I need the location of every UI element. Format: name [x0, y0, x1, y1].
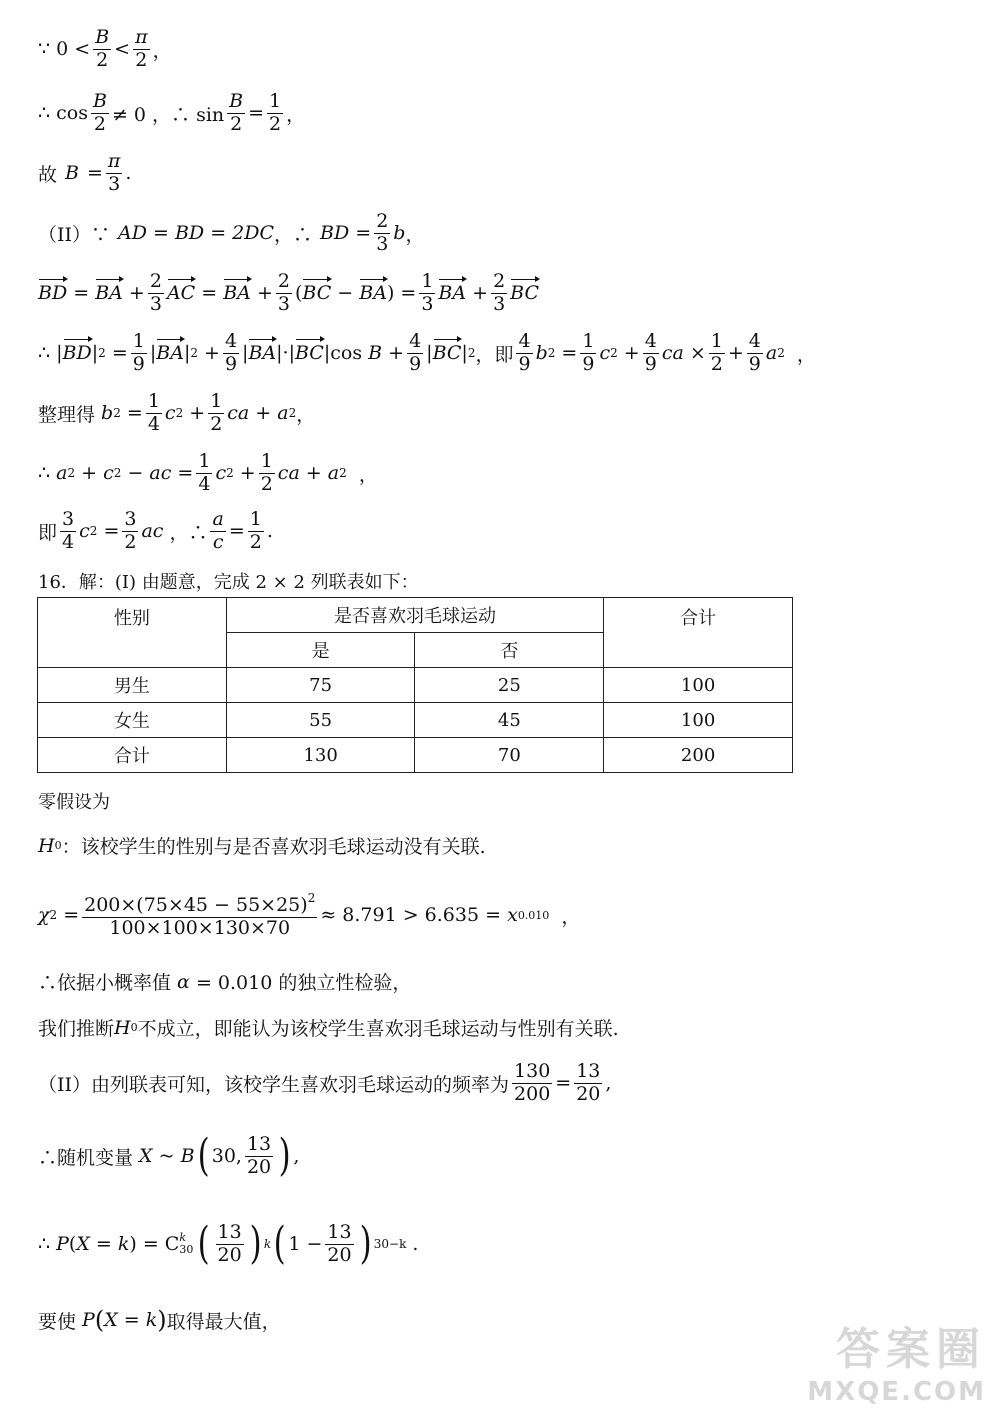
contingency-table [37, 597, 793, 773]
part-two-frequency: （II）由列联表可知，该校学生喜欢羽毛球运动的频率为 $\frac{130}{200}$ = $\frac{13}{20}$ , [38, 1060, 612, 1105]
fraction: $\frac{1}{9}$ [132, 330, 145, 375]
cell-yes: 75 [226, 668, 415, 703]
table-row [38, 668, 793, 703]
fraction: $\frac{13}{20}$ [217, 1220, 242, 1266]
row-label: 女生 [38, 703, 227, 738]
fraction: $\frac{130}{200}$ [514, 1060, 551, 1105]
fraction: $\frac{2}{3}$ [149, 270, 162, 315]
fraction: $\frac{1}{2}$ [260, 450, 273, 495]
fraction: $\frac{a}{c}$ [212, 508, 224, 553]
cell-total: 200 [604, 738, 793, 773]
cell-no: 45 [415, 703, 604, 738]
header-no: 否 [415, 633, 604, 668]
table-row [38, 738, 793, 773]
fraction: $\frac{13}{20}$ [327, 1220, 352, 1266]
cell-total: 100 [604, 703, 793, 738]
fraction: $\frac{1}{2}$ [249, 508, 262, 553]
fraction: $\frac{3}{2}$ [124, 508, 137, 553]
fraction: $\frac{1}{2}$ [710, 330, 723, 375]
fraction: $\frac{4}{9}$ [518, 330, 531, 375]
fraction: $\frac{4}{9}$ [644, 330, 657, 375]
cell-total: 100 [604, 668, 793, 703]
fraction: $\frac{B}{2}$ [92, 90, 107, 135]
chi-square-formula: χ 2 = $\frac{200\times(75\times 45 - 55\times 25)^2}{100\times 100\times 130\times 70}$ ≈ 8.791 > 6.635 = x 0.010 ， [38, 891, 581, 939]
fraction: $\frac{4}{9}$ [409, 330, 422, 375]
fraction: $\frac{\pi}{2}$ [135, 26, 148, 71]
fraction: $\frac{3}{4}$ [62, 508, 75, 553]
fraction: $\frac{200\times(75\times 45 - 55\times 25)^2}{100\times 100\times 130\times 70}$ [84, 891, 316, 939]
fraction: $\frac{1}{3}$ [421, 270, 434, 315]
row-label: 男生 [38, 668, 227, 703]
line-bd-magnitude: ∴ | BD | 2 = $\frac{1}{9}$ | BA | 2 + $\frac{4}{9}$ | BA |·| BC |cos B + $\frac{4}{9}$ | BC | 2 ，即 $\frac{4}{9}$ b 2 = $\frac{1}{9}$ c 2 + $\frac{4}{9}$ ca × $\frac{1}{2}$ + $\frac{4}{9}$ a 2 ， [38, 330, 816, 375]
cell-no: 25 [415, 668, 604, 703]
row-label: 合计 [38, 738, 227, 773]
line-part-two-start: （II）∵ AD = BD = 2DC ，∴ BD = $\frac{2}{3}$ b ， [38, 210, 425, 255]
null-hypothesis-intro: 零假设为 [38, 792, 110, 813]
fraction: $\frac{2}{3}$ [277, 270, 290, 315]
line-b-half-range: ∵ 0 < $\frac{B}{2}$ < $\frac{\pi}{2}$ ， [38, 26, 172, 71]
cell-yes: 130 [226, 738, 415, 773]
fraction: $\frac{1}{9}$ [582, 330, 595, 375]
fraction: $\frac{4}{9}$ [224, 330, 238, 375]
line-cos-sin: ∴ cos $\frac{B}{2}$ ≠ 0 ，∴ sin $\frac{B}{2}$ = $\frac{1}{2}$ ， [38, 90, 306, 135]
table-row [38, 703, 793, 738]
fraction: $\frac{2}{3}$ [376, 210, 389, 255]
header-like-badminton: 是否喜欢羽毛球运动 [226, 598, 603, 633]
fraction: $\frac{1}{2}$ [269, 90, 282, 135]
fraction: $\frac{\pi}{3}$ [107, 150, 121, 195]
line-cosine-law: ∴ a 2 + c 2 − ac = $\frac{1}{4}$ c 2 + $\frac{1}{2}$ ca + a 2 ， [38, 450, 378, 495]
random-variable: ∴随机变量 X ~ B ( 30, $\frac{13}{20}$ ) , [38, 1130, 300, 1181]
null-hypothesis: H 0 ：该校学生的性别与是否喜欢羽毛球运动没有关联. [38, 834, 486, 858]
header-total: 合计 [604, 598, 793, 668]
cell-no: 70 [415, 738, 604, 773]
fraction: $\frac{B}{2}$ [229, 90, 244, 135]
line-simplify: 整理得 b 2 = $\frac{1}{4}$ c 2 + $\frac{1}{2}$ ca + a 2 ， [38, 390, 316, 435]
fraction: $\frac{4}{9}$ [748, 330, 761, 375]
fraction: $\frac{1}{4}$ [198, 450, 211, 495]
fraction: $\frac{B}{2}$ [95, 26, 110, 71]
fraction: $\frac{13}{20}$ [246, 1132, 272, 1178]
line-vector-bd: BD = BA + $\frac{2}{3}$ AC = BA + $\frac{2}{3}$ ( BC − BA ) = $\frac{1}{3}$ BA + $\frac{2}{3}$ BC [38, 270, 540, 315]
fraction: $\frac{13}{20}$ [576, 1060, 601, 1105]
header-yes: 是 [226, 633, 415, 668]
q16-intro: 16．解：(I) 由题意，完成 2 × 2 列联表如下： [38, 572, 419, 593]
watermark-logo: 答案圈 MXQE.COM [807, 1324, 986, 1407]
pmf-formula: ∴ P ( X = k ) = C k 30 ( $\frac{13}{20}$ ) k ( 1 − $\frac{13}{20}$ ) 30−k . [38, 1218, 419, 1269]
conclusion: 我们推断 H 0 不成立，即能认为该校学生喜欢羽毛球运动与性别有关联. [38, 1016, 619, 1040]
cell-yes: 55 [226, 703, 415, 738]
header-gender: 性别 [38, 598, 227, 668]
fraction: $\frac{2}{3}$ [493, 270, 506, 315]
independence-test: ∴依据小概率值 α = 0.010 的独立性检验， [38, 970, 412, 994]
line-ratio-result: 即 $\frac{3}{4}$ c 2 = $\frac{3}{2}$ ac ，∴ $\frac{a}{c}$ = $\frac{1}{2}$ . [38, 508, 273, 553]
fraction: $\frac{1}{4}$ [147, 390, 160, 435]
line-b-value: 故 B = $\frac{\pi}{3}$ . [38, 150, 132, 195]
fraction: $\frac{1}{2}$ [210, 390, 223, 435]
maximize-line: 要使 P ( X = k ) 取得最大值， [38, 1306, 281, 1334]
